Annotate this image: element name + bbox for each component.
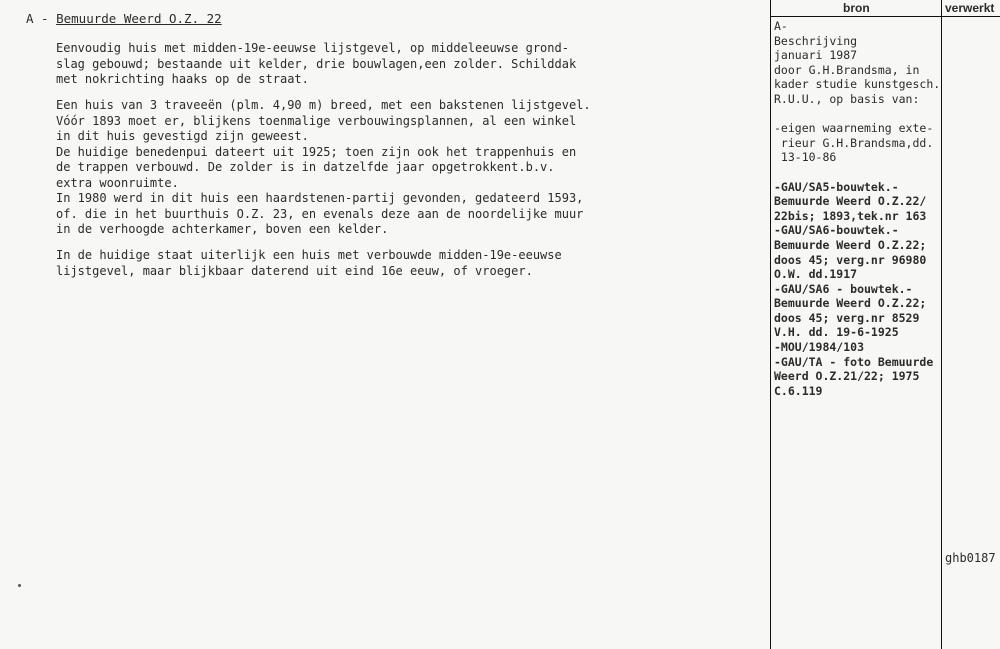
paragraph-history [56, 98, 591, 238]
source-line: Beschrijving [774, 33, 858, 48]
paragraph-line: met nokrichting haaks op de straat. [56, 72, 309, 86]
source-line: doos 45; verg.nr 96980 [774, 252, 927, 267]
column-header-rule [770, 16, 1000, 17]
paragraph-description [56, 41, 576, 88]
reference-code: ghb0187 [945, 551, 996, 565]
paragraph-line: De huidige benedenpui dateert uit 1925; toen zijn ook het trappenhuis en [56, 144, 577, 159]
source-line: 13-10-86 [774, 150, 837, 165]
source-line: -GAU/TA - foto Bemuurde [774, 354, 934, 369]
source-list [774, 19, 964, 398]
source-line: rieur G.H.Brandsma,dd. [774, 135, 934, 150]
paragraph-conclusion [56, 248, 562, 279]
paragraph-line: extra woonruimte. [56, 175, 179, 190]
paragraph-line: slag gebouwd; bestaande uit kelder, drie bouwlagen,een zolder. Schilddak [56, 56, 577, 71]
paragraph-line: Eenvoudig huis met midden-19e-eeuwse lijstgevel, op middeleeuwse grond- [56, 41, 569, 55]
paragraph-line: Vóór 1893 moet er, blijkens toenmalige verbouwingsplannen, al een winkel [56, 113, 577, 128]
paragraph-line: de trappen verbouwd. De zolder is in datzelfde jaar opgetrokkent.b.v. [56, 160, 555, 174]
source-line: kader studie kunstgesch. [774, 77, 941, 92]
source-line: A- [774, 19, 788, 33]
paragraph-line: Een huis van 3 traveeën (plm. 4,90 m) breed, met een bakstenen lijstgevel. [56, 98, 591, 112]
heading-title: Bemuurde Weerd O.Z. 22 [56, 11, 222, 26]
column-divider-left [770, 0, 771, 649]
document-heading [26, 11, 222, 26]
source-line: Weerd O.Z.21/22; 1975 [774, 369, 920, 384]
source-line: Bemuurde Weerd O.Z.22/ [774, 194, 927, 209]
source-line: -GAU/SA6 - bouwtek.- [774, 281, 913, 296]
source-line: V.H. dd. 19-6-1925 [774, 325, 899, 340]
source-line: Bemuurde Weerd O.Z.22; [774, 296, 927, 311]
source-line [774, 165, 964, 180]
column-header-bron: bron [843, 1, 870, 15]
source-line [774, 107, 964, 122]
source-line: R.U.U., op basis van: [774, 91, 920, 106]
source-line: doos 45; verg.nr 8529 [774, 310, 920, 325]
source-line: januari 1987 [774, 48, 858, 63]
paragraph-line: In 1980 werd in dit huis een haardstenen-partij gevonden, gedateerd 1593, [56, 191, 584, 205]
source-line: Bemuurde Weerd O.Z.22; [774, 237, 927, 252]
paragraph-line: in dit huis gevestigd zijn geweest. [56, 129, 309, 143]
source-line: C.6.119 [774, 383, 823, 398]
paragraph-line: In de huidige staat uiterlijk een huis met verbouwde midden-19e-eeuwse [56, 248, 562, 262]
paragraph-line: of. die in het buurthuis O.Z. 23, en evenals deze aan de noordelijke muur [56, 206, 584, 221]
source-line: O.W. dd.1917 [774, 267, 858, 282]
source-line: -MOU/1984/103 [774, 340, 865, 355]
source-line: -GAU/SA6-bouwtek.- [774, 223, 899, 238]
source-line: 22bis; 1893,tek.nr 163 [774, 208, 927, 223]
heading-prefix: A - [26, 11, 57, 26]
paragraph-line: in de verhoogde achterkamer, boven een kelder. [56, 222, 389, 236]
source-line: -GAU/SA5-bouwtek.- [774, 179, 899, 194]
source-line: -eigen waarneming exte- [774, 121, 934, 136]
source-line: door G.H.Brandsma, in [774, 62, 920, 77]
column-header-verwerkt: verwerkt [945, 1, 995, 15]
paragraph-line: lijstgevel, maar blijkbaar daterend uit eind 16e eeuw, of vroeger. [56, 263, 533, 278]
stray-mark [18, 584, 21, 587]
